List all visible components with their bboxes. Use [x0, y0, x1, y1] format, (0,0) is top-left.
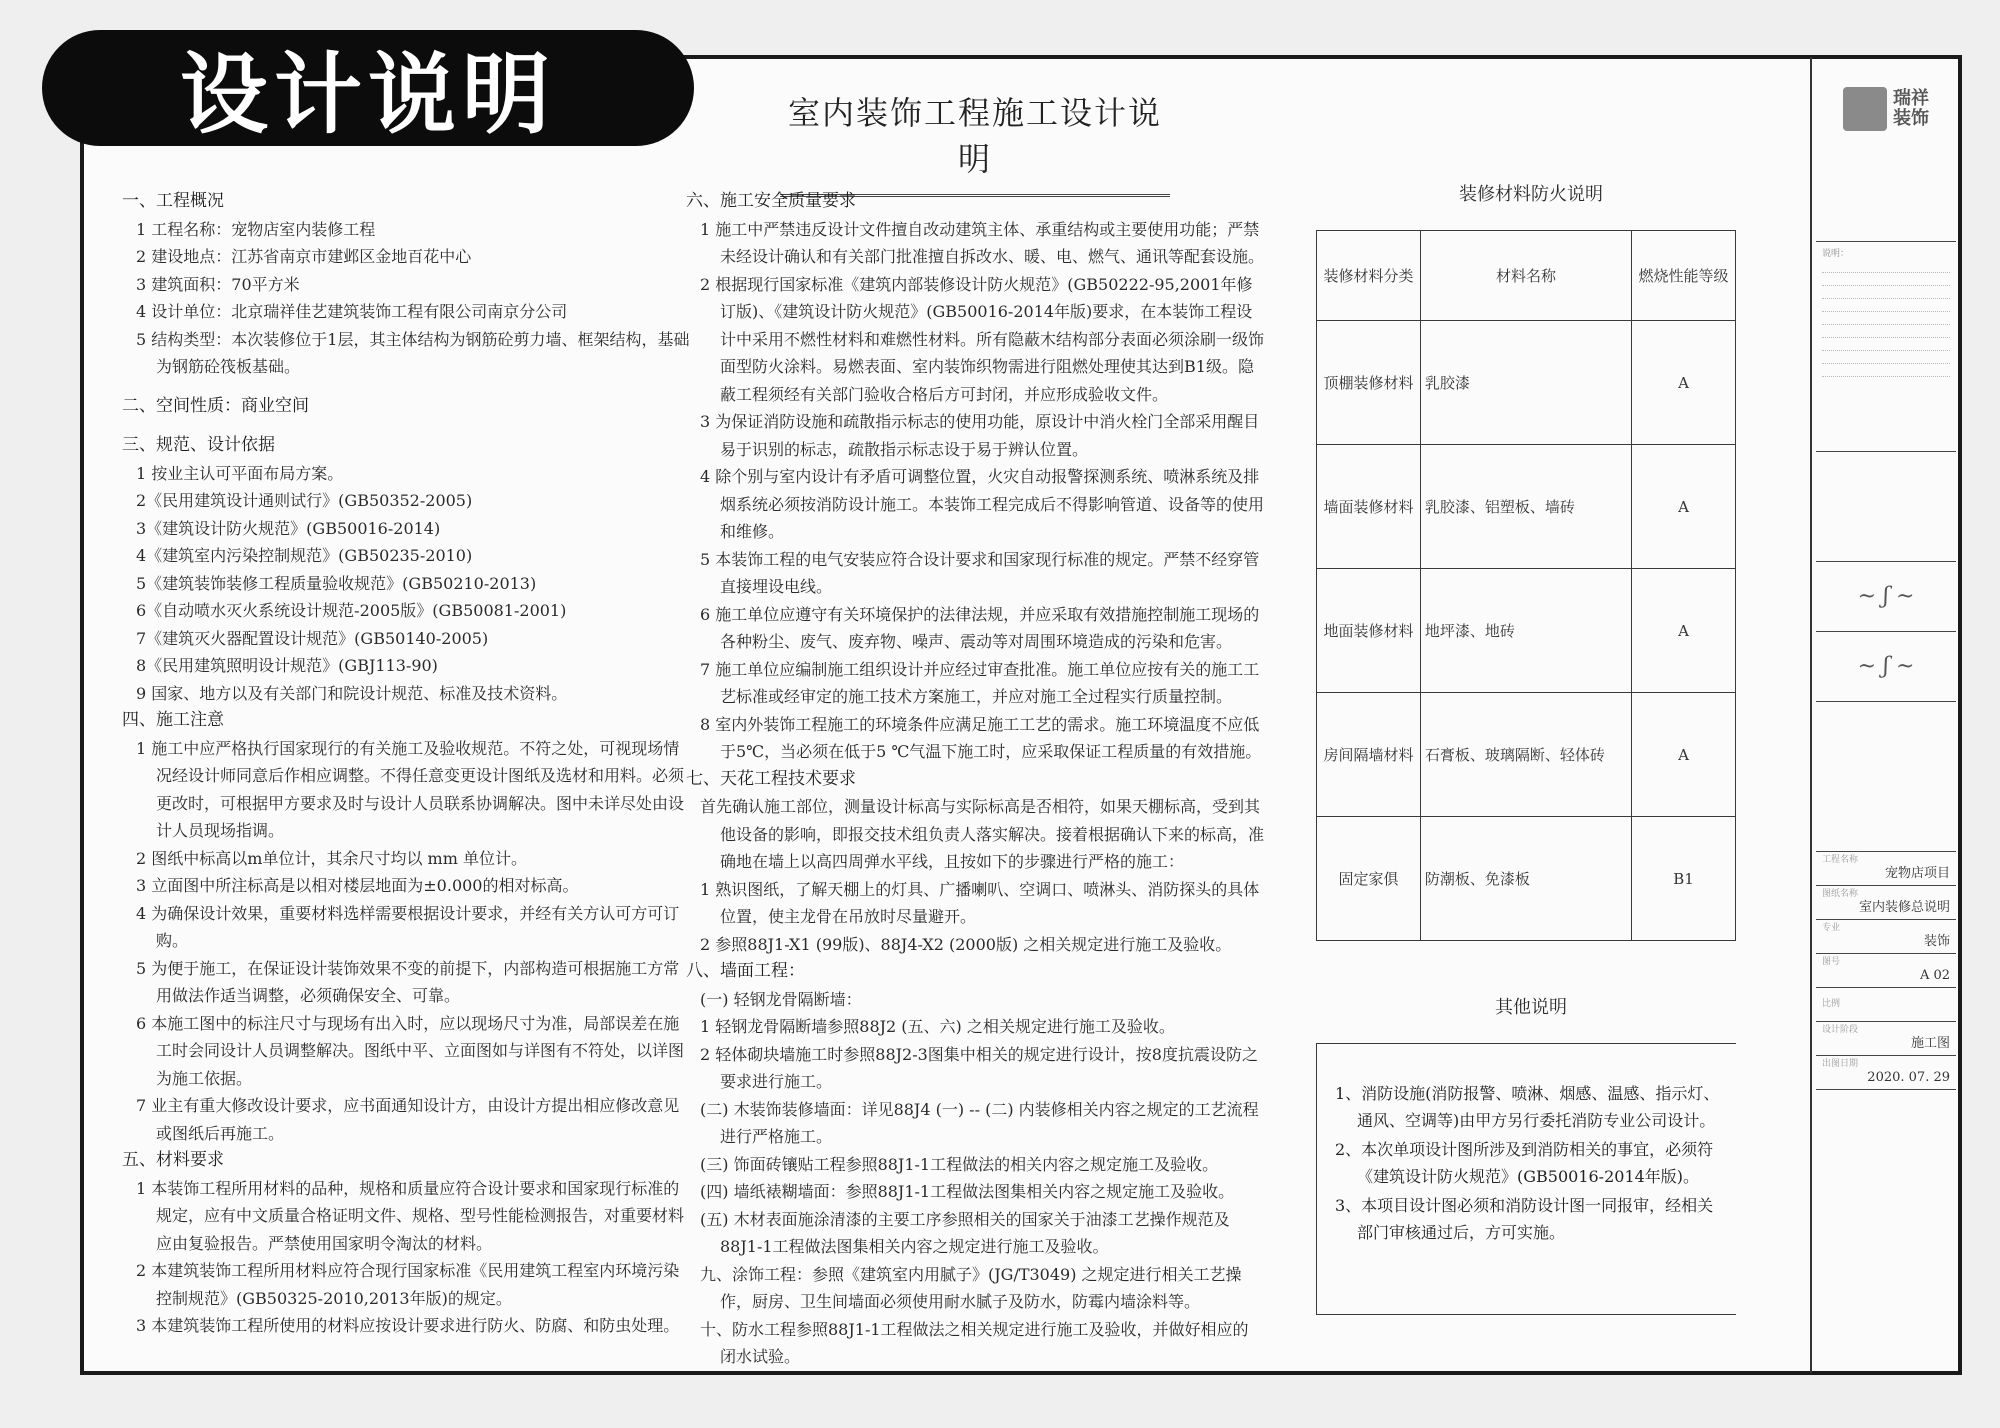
section-heading: 一、工程概况	[122, 191, 224, 211]
clause-text: 8 室内外装饰工程施工的环境条件应满足施工工艺的需求。施工环境温度不应低于5℃，当必须在低于5 ℃气温下施工时，应采取保证工程质量的有效措施。	[700, 714, 1262, 761]
logo-mark-icon	[1843, 87, 1887, 131]
clause-text: 2 根据现行国家标准《建筑内部装修设计防火规范》(GB50222-95,2001年修订版)、《建筑设计防火规范》(GB50016-2014年版)要求，在本装饰工程设计中采用不燃性材料和难燃性材料。所有隐蔽木结构部分表面必须涂刷一级饰面型防火涂料。易燃表面、室内装饰织物需进行阻燃处理使其达到B1级。隐蔽工程须经有关部门验收合格后方可封闭，并应形成验收文件。	[700, 274, 1265, 404]
table-row	[1317, 817, 1736, 941]
drawing-date-row: 出图日期 2020. 07. 29	[1816, 1056, 1956, 1090]
section-heading: 五、材料要求	[122, 1150, 224, 1170]
table-row	[1317, 569, 1736, 693]
clause-text: 4 除个别与室内设计有矛盾可调整位置，火灾自动报警探测系统、喷淋系统及排烟系统必须按消防设计施工。本装饰工程完成后不得影响管道、设备等的使用和维修。	[700, 467, 1265, 541]
category-cell: 顶棚装修材料	[1317, 321, 1421, 445]
table-row	[1317, 693, 1736, 817]
clause-text: (四) 墙纸裱糊墙面：参照88J1-1工程做法图集相关内容之规定施工及验收。	[700, 1182, 1235, 1201]
document-title: 室内装饰工程施工设计说明	[780, 88, 1170, 197]
section-heading: 七、天花工程技术要求	[686, 768, 856, 789]
logo-text-line1: 瑞祥	[1893, 88, 1929, 109]
right-panel	[1316, 180, 1746, 1315]
clause-text: 2 轻体砌块墙施工时参照88J2-3图集中相关的规定进行设计，按8度抗震设防之要求进行施工。	[700, 1044, 1258, 1091]
clause-text: 3 本建筑装饰工程所使用的材料应按设计要求进行防火、防腐、和防虫处理。	[136, 1316, 680, 1335]
category-cell: 房间隔墙材料	[1317, 693, 1421, 817]
notes-label: 说明：	[1822, 249, 1850, 259]
clause-text: 8《民用建筑照明设计规范》(GBJ113-90)	[136, 656, 438, 675]
header-material: 材料名称	[1420, 231, 1631, 321]
clause-text: (二) 木装饰装修墙面：详见88J4 (一) -- (二) 内装修相关内容之规定的工艺流程进行严格施工。	[700, 1099, 1259, 1146]
clause-text: 1 施工中严禁违反设计文件擅自改动建筑主体、承重结构或主要使用功能；严禁未经设计确认和有关部门批准擅自拆改水、暖、电、燃气、通讯等配套设施。	[700, 219, 1265, 266]
clause-text: 2 图纸中标高以m单位计，其余尺寸均以 mm 单位计。	[136, 848, 527, 868]
rating-cell: A	[1632, 321, 1736, 445]
clause-text: 首先确认施工部位，测量设计标高与实际标高是否相符，如果天棚标高，受到其他设备的影响，即报交技术组负责人落实解决。接着根据确认下来的标高，准确地在墙上以高四周弹水平线，且按如下的步骤进行严格的施工：	[700, 797, 1265, 871]
material-cell: 石膏板、玻璃隔断、轻体砖	[1420, 693, 1631, 817]
sheet-title-row: 图纸名称 室内装修总说明	[1816, 886, 1956, 920]
clause-text: 2《民用建筑设计通则试行》(GB50352-2005)	[136, 491, 473, 510]
category-cell: 墙面装修材料	[1317, 445, 1421, 569]
table-row	[1317, 445, 1736, 569]
fire-table-title: 装修材料防火说明	[1459, 184, 1603, 205]
clause-text: 2 本建筑装饰工程所用材料应符合现行国家标准《民用建筑工程室内环境污染控制规范》(GB50325-2010,2013年版)的规定。	[136, 1261, 680, 1308]
clause-text: 6 施工单位应遵守有关环境保护的法律法规，并应采取有效措施控制施工现场的各种粉尘、废气、废弃物、噪声、震动等对周围环境造成的污染和危害。	[700, 604, 1260, 651]
clause-text: 6 本施工图中的标注尺寸与现场有出入时，应以现场尺寸为准，局部误差在施工时会同设计人员调整解决。图纸中平、立面图如与详图有不符处，以详图为施工依据。	[136, 1013, 685, 1088]
clause-text: 3 建筑面积：70平方米	[136, 274, 300, 294]
other-notes-box	[1316, 1043, 1736, 1315]
table-row	[1317, 321, 1736, 445]
clause-text: 十、防水工程参照88J1-1工程做法之相关规定进行施工及验收，并做好相应的闭水试验。	[700, 1319, 1249, 1366]
clause-text: 3 立面图中所注标高是以相对楼层地面为±0.000的相对标高。	[136, 876, 579, 895]
clause-text: 5 本装饰工程的电气安装应符合设计要求和国家现行标准的规定。严禁不经穿管直接埋设电线。	[700, 549, 1260, 596]
fire-rating-table	[1316, 230, 1736, 941]
clause-text: 九、涂饰工程：参照《建筑室内用腻子》(JG/T3049) 之规定进行相关工艺操作，厨房、卫生间墙面必须使用耐水腻子及防水，防霉内墙涂料等。	[700, 1264, 1242, 1311]
design-stage-row: 设计阶段 施工图	[1816, 1022, 1956, 1056]
clause-text: 4 为确保设计效果，重要材料选样需要根据设计要求，并经有关方认可方可订购。	[136, 903, 680, 950]
table-header-row	[1317, 231, 1736, 321]
material-cell: 防潮板、免漆板	[1420, 817, 1631, 941]
clause-text: 5 结构类型：本次装修位于1层，其主体结构为钢筋砼剪力墙、框架结构，基础为钢筋砼筏板基础。	[136, 329, 690, 376]
material-cell: 乳胶漆、铝塑板、墙砖	[1420, 445, 1631, 569]
clause-text: 6《自动喷水灭火系统设计规范-2005版》(GB50081-2001)	[136, 601, 567, 620]
clause-text: 1 熟识图纸，了解天棚上的灯具、广播喇叭、空调口、喷淋头、消防探头的具体位置，使主龙骨在吊放时尽量避开。	[700, 879, 1260, 926]
clause-text: 1 施工中应严格执行国家现行的有关施工及验收规范。不符之处，可视现场情况经设计师同意后作相应调整。不得任意变更设计图纸及选材和用料。必须更改时，可根据甲方要求及时与设计人员联系协调解决。图中未详尽处由设计人员现场指调。	[136, 738, 685, 840]
clause-text: 1 工程名称：宠物店室内装修工程	[136, 219, 376, 239]
logo-text-line2: 装饰	[1893, 108, 1929, 129]
clause-text: (五) 木材表面施涂清漆的主要工序参照相关的国家关于油漆工艺操作规范及88J1-1工程做法图集相关内容之规定进行施工及验收。	[700, 1209, 1230, 1256]
title-block-notes	[1816, 242, 1956, 452]
middle-text-column	[686, 188, 1264, 1371]
clause-text: 3《建筑设计防火规范》(GB50016-2014)	[136, 518, 441, 538]
title-block	[1810, 57, 1960, 1373]
stamp-area	[1816, 452, 1956, 562]
company-logo	[1816, 57, 1956, 242]
design-notes-banner	[42, 30, 694, 146]
clause-text: (一) 轻钢龙骨隔断墙：	[700, 989, 862, 1009]
header-category: 装修材料分类	[1317, 231, 1421, 321]
rating-cell: A	[1632, 569, 1736, 693]
banner-title: 设计说明	[179, 43, 556, 146]
clause-text: 7 施工单位应编制施工组织设计并应经过审查批准。施工单位应按有关的施工工艺标准或经审定的施工技术方案施工，并应对施工全过程实行质量控制。	[700, 659, 1260, 706]
other-notes-title: 其他说明	[1495, 997, 1567, 1018]
section-heading: 四、施工注意	[122, 710, 224, 730]
section-heading: 三、规范、设计依据	[122, 435, 275, 455]
clause-text: 1 轻钢龙骨隔断墙参照88J2 (五、六) 之相关规定进行施工及验收。	[700, 1017, 1175, 1036]
clause-text: 7 业主有重大修改设计要求，应书面通知设计方，由设计方提出相应修改意见或图纸后再施工。	[136, 1096, 680, 1143]
category-cell: 固定家俱	[1317, 817, 1421, 941]
clause-text: 1 本装饰工程所用材料的品种，规格和质量应符合设计要求和国家现行标准的规定，应有中文质量合格证明文件、规格、型号性能检测报告，对重要材料应由复验报告。严禁使用国家明令淘汰的材料。	[136, 1178, 685, 1253]
designer-signature: ~ ʃ ~	[1816, 562, 1956, 632]
clause-text: 5《建筑装饰装修工程质量验收规范》(GB50210-2013)	[136, 573, 537, 593]
left-text-column	[122, 188, 692, 1340]
clause-text: 4《建筑室内污染控制规范》(GB50235-2010)	[136, 546, 473, 565]
checker-signature: ~ ʃ ~	[1816, 632, 1956, 702]
clause-text: 2 建设地点：江苏省南京市建邺区金地百花中心	[136, 247, 472, 266]
clause-text: 7《建筑灭火器配置设计规范》(GB50140-2005)	[136, 628, 489, 648]
category-cell: 地面装修材料	[1317, 569, 1421, 693]
material-cell: 乳胶漆	[1420, 321, 1631, 445]
material-cell: 地坪漆、地砖	[1420, 569, 1631, 693]
clause-text: 1 按业主认可平面布局方案。	[136, 463, 344, 483]
header-rating: 燃烧性能等级	[1632, 231, 1736, 321]
other-note-item: 1、消防设施(消防报警、喷淋、烟感、温感、指示灯、通风、空调等)由甲方另行委托消防专业公司设计。	[1335, 1084, 1720, 1130]
project-name-row: 工程名称 宠物店项目	[1816, 852, 1956, 886]
other-note-item: 3、本项目设计图必须和消防设计图一同报审，经相关部门审核通过后，方可实施。	[1335, 1196, 1714, 1242]
clause-text: 5 为便于施工，在保证设计装饰效果不变的前提下，内部构造可根据施工方常用做法作适当调整，必须确保安全、可靠。	[136, 958, 680, 1005]
drawing-number-row: 图号 A 02	[1816, 954, 1956, 988]
discipline-row: 专业 装饰	[1816, 920, 1956, 954]
rating-cell: A	[1632, 445, 1736, 569]
rating-cell: A	[1632, 693, 1736, 817]
rating-cell: B1	[1632, 817, 1736, 941]
clause-text: 2 参照88J1-X1 (99版)、88J4-X2 (2000版) 之相关规定进行施工及验收。	[700, 934, 1232, 954]
section-heading: 二、空间性质：商业空间	[122, 395, 309, 416]
clause-text: 9 国家、地方以及有关部门和院设计规范、标准及技术资料。	[136, 683, 568, 703]
clause-text: 3 为保证消防设施和疏散指示标志的使用功能，原设计中消火栓门全部采用醒目易于识别的标志，疏散指示标志设于易于辨认位置。	[700, 412, 1260, 459]
section-heading: 六、施工安全质量要求	[686, 191, 856, 211]
other-note-item: 2、本次单项设计图所涉及到消防相关的事宜，必须符《建筑设计防火规范》(GB50016-2014年版)。	[1335, 1140, 1714, 1186]
clause-text: (三) 饰面砖镶贴工程参照88J1-1工程做法的相关内容之规定施工及验收。	[700, 1154, 1219, 1174]
section-heading: 八、墙面工程：	[686, 961, 805, 981]
scale-row: 比例	[1816, 988, 1956, 1022]
approval-rows	[1816, 702, 1956, 852]
clause-text: 4 设计单位：北京瑞祥佳艺建筑装饰工程有限公司南京分公司	[136, 302, 568, 321]
